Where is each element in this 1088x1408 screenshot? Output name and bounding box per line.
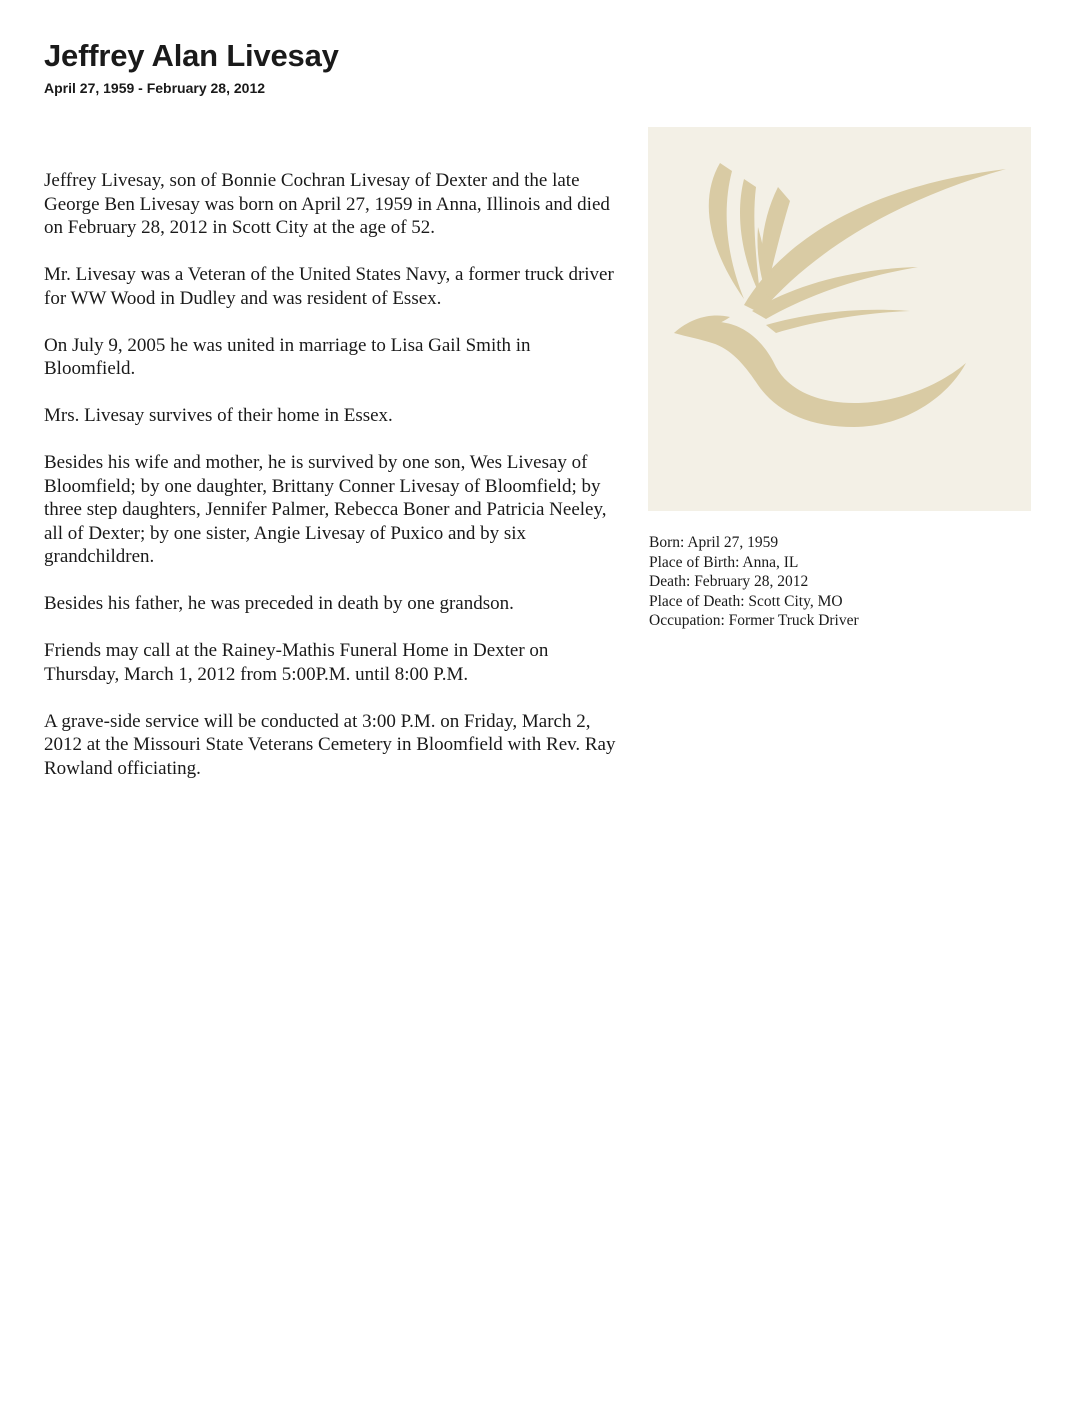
fact-place-of-death: Place of Death: Scott City, MO: [649, 592, 843, 610]
paragraph: On July 9, 2005 he was united in marriage to Lisa Gail Smith in Bloomfield.: [44, 334, 531, 379]
page-title: Jeffrey Alan Livesay: [44, 38, 339, 73]
dove-wing-plume: [709, 163, 744, 299]
life-dates: April 27, 1959 - February 28, 2012: [44, 80, 266, 96]
dove-wing-feather: [766, 310, 910, 333]
fact-born: Born: April 27, 1959: [649, 534, 779, 551]
fact-place-of-birth: Place of Birth: Anna, IL: [649, 553, 799, 571]
paragraph: Mr. Livesay was a Veteran of the United States Navy, a former truck driver for WW Wood in Dudley and was resident of Essex.: [44, 264, 614, 309]
paragraph: Jeffrey Livesay, son of Bonnie Cochran Livesay of Dexter and the late George Ben Livesay was born on April 27, 1959 in Anna, Illinois and died on February 28, 2012 in Scott City at the age of 52.: [44, 170, 610, 238]
obituary-header: [44, 36, 339, 98]
paragraph: Besides his wife and mother, he is survived by one son, Wes Livesay of Bloomfield; by one daughter, Brittany Conner Livesay of Bloomfield; by three step daughters, Jennifer Palmer, Rebecca Boner and Patricia Neeley, all of Dexter; by one sister, Angie Livesay of Puxico and by six grandchildren.: [44, 452, 607, 567]
dove-icon: [648, 127, 1031, 511]
fact-death: Death: February 28, 2012: [649, 573, 809, 590]
paragraph: Besides his father, he was preceded in death by one grandson.: [44, 593, 514, 614]
memorial-image: [648, 127, 1031, 511]
dove-wing-plume: [740, 179, 760, 295]
dove-wing-feather: [744, 169, 1006, 313]
paragraph: A grave-side service will be conducted at 3:00 P.M. on Friday, March 2, 2012 at the Missouri State Veterans Cemetery in Bloomfield with Rev. Ray Rowland officiating.: [44, 710, 616, 779]
obituary-text: [44, 169, 616, 804]
fact-occupation: Occupation: Former Truck Driver: [649, 612, 859, 629]
paragraph: Mrs. Livesay survives of their home in Essex.: [44, 405, 393, 426]
vital-facts: [649, 533, 1049, 631]
paragraph: Friends may call at the Rainey-Mathis Funeral Home in Dexter on Thursday, March 1, 2012 from 5:00P.M. until 8:00 P.M.: [44, 640, 549, 685]
dove-body: [674, 321, 966, 427]
